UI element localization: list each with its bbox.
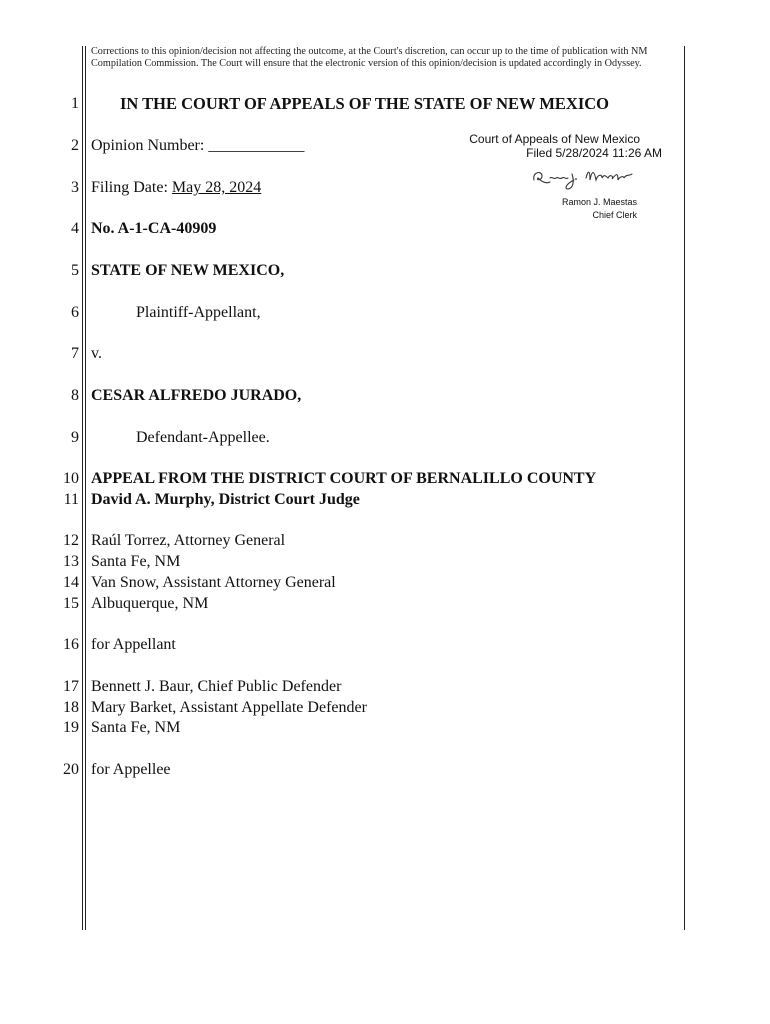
- line-number: 1: [71, 95, 79, 112]
- counsel-line: Albuquerque, NM: [91, 595, 209, 612]
- counsel-line: Santa Fe, NM: [91, 553, 181, 570]
- plaintiff-role: Plaintiff-Appellant,: [136, 304, 261, 321]
- line-number: 11: [63, 491, 79, 508]
- stamp-clerk-name: Ramon J. Maestas: [561, 197, 637, 207]
- defendant-name: CESAR ALFREDO JURADO,: [91, 387, 302, 404]
- for-appellant: for Appellant: [91, 636, 176, 653]
- margin-rule-right: [684, 46, 685, 930]
- line-number: 4: [71, 220, 79, 237]
- line-number: 3: [71, 179, 79, 196]
- clerk-signature: [528, 162, 638, 190]
- line-number: 15: [63, 595, 79, 612]
- line-number: 5: [71, 262, 79, 279]
- line-number: 8: [71, 387, 79, 404]
- stamp-filed-date: Filed 5/28/2024 11:26 AM: [526, 146, 662, 160]
- appeal-from: APPEAL FROM THE DISTRICT COURT OF BERNALILLO COUNTY: [91, 470, 597, 487]
- line-number: 20: [63, 761, 79, 778]
- line-number: 16: [63, 636, 79, 653]
- opinion-number: Opinion Number: ____________: [91, 137, 305, 154]
- line-number: 14: [63, 574, 79, 591]
- plaintiff-name: STATE OF NEW MEXICO,: [91, 262, 285, 279]
- defendant-role: Defendant-Appellee.: [136, 429, 270, 446]
- counsel-line: Santa Fe, NM: [91, 719, 181, 736]
- margin-rule-left-inner: [85, 46, 86, 930]
- counsel-line: Van Snow, Assistant Attorney General: [91, 574, 336, 591]
- case-number: No. A-1-CA-40909: [91, 220, 217, 237]
- filing-date-label: Filing Date:: [91, 179, 172, 196]
- line-number: 13: [63, 553, 79, 570]
- filing-date-value: May 28, 2024: [171, 179, 262, 196]
- counsel-line: Bennett J. Baur, Chief Public Defender: [91, 678, 342, 695]
- filing-date-line: [91, 178, 261, 198]
- line-number: 12: [63, 532, 79, 549]
- line-number: 7: [71, 345, 79, 362]
- district-judge: David A. Murphy, District Court Judge: [91, 491, 360, 508]
- line-number: 2: [71, 137, 79, 154]
- line-number: 17: [63, 678, 79, 695]
- line-number: 6: [71, 304, 79, 321]
- line-number: 19: [63, 719, 79, 736]
- corrections-notice: Corrections to this opinion/decision not affecting the outcome, at the Court's discretion, can occur up to the time of publication with NM Compilation Commission. The Court will ensure that the electronic version of this opinion/decision is updated accordingly in Odyssey.: [91, 46, 648, 69]
- line-number: 10: [63, 470, 79, 487]
- versus: v.: [91, 345, 102, 362]
- margin-rule-left: [82, 46, 83, 930]
- court-title: IN THE COURT OF APPEALS OF THE STATE OF NEW MEXICO: [120, 94, 610, 113]
- line-number: 9: [71, 429, 79, 446]
- stamp-court-name: Court of Appeals of New Mexico: [469, 132, 640, 146]
- counsel-line: Raúl Torrez, Attorney General: [91, 532, 286, 549]
- stamp-clerk-title: Chief Clerk: [592, 210, 637, 220]
- for-appellee: for Appellee: [91, 761, 171, 778]
- counsel-line: Mary Barket, Assistant Appellate Defender: [91, 699, 367, 716]
- line-number: 18: [63, 699, 79, 716]
